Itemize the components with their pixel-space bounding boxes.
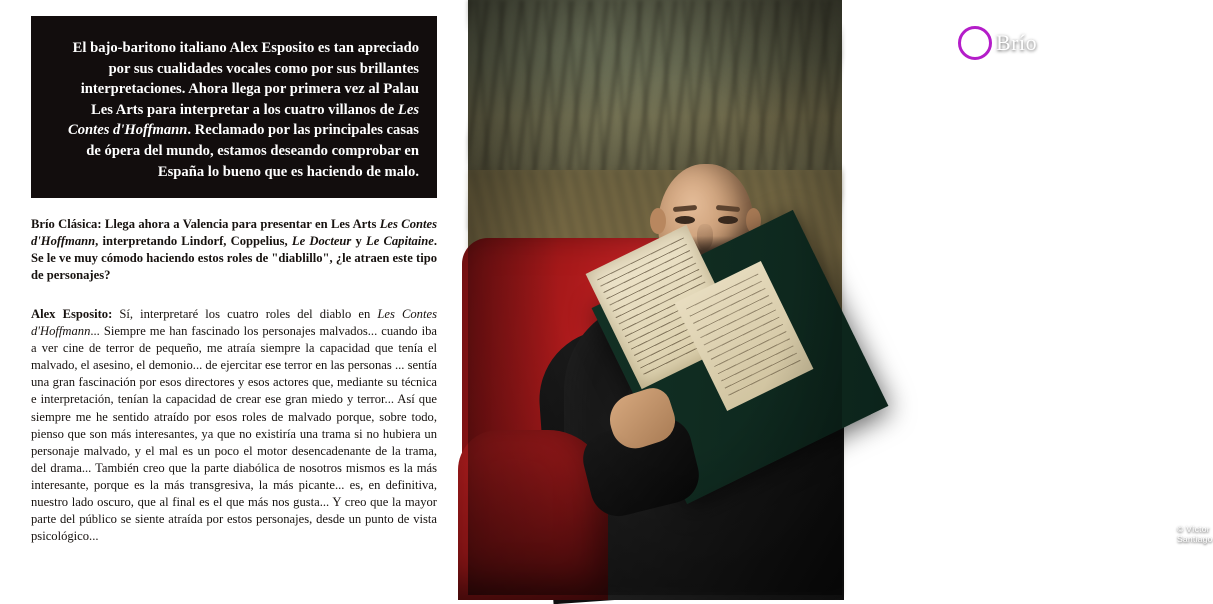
question-text: Llega ahora a Valencia para presentar en Les Arts Les Contes d'Hoffmann, interpretando Lindorf, Coppelius, Le Docteur y Le Capitaine. Se le ve muy cómodo haciendo estos roles de "diablillo", ¿le atraen este tipo de personajes?: [31, 217, 438, 283]
photo-credit: © Víctor Santiago: [1177, 524, 1213, 544]
answer-block: [31, 306, 437, 545]
photo-vignette: [468, 0, 842, 595]
brio-logo: [958, 26, 1037, 60]
portrait-photo: [468, 0, 1213, 595]
question-paragraph: [31, 216, 437, 284]
question-block: [31, 216, 437, 284]
answer-paragraph: [31, 306, 437, 545]
article-column: [0, 0, 468, 595]
question-speaker: Brío Clásica:: [31, 217, 102, 231]
brio-logo-word: Brío: [996, 30, 1038, 55]
intro-highlight-box: [31, 16, 437, 198]
circle-o-icon: [958, 26, 992, 60]
answer-speaker: Alex Esposito:: [31, 307, 113, 321]
answer-text: Sí, interpretaré los cuatro roles del diablo en Les Contes d'Hoffmann... Siempre me han fascinado los personajes malvados... cuando iba a ver cine de terror de pequeño, me atraía siempre la capacidad que tenía el malvado, el asesino, el demonio... de ejercitar ese terror en las personas ... sentía una gran fascinación por esos directores y esos actores que, mediante su técnica e interpretación, tenían la capacidad de crear ese gran miedo y terror... Así que siempre me he sentido atraído por esos roles de malvado porque, sobre todo, pienso que son más interesantes, ya que no existiría una trama si no hubiera un personaje malvado, y el mal es un poco el motor desencadenante de la trama, del drama... También creo que la parte diabólica de nosotros mismos es la más interesante, porque es la más transgresiva, la más picante... es, en definitiva, nuestro lado oscuro, que al final es el que más nos gusta... Y creo que la mayor parte del público se siente atraída por estos personajes, desde un punto de vista psicológico...: [31, 307, 437, 544]
intro-paragraph: El bajo-baritono italiano Alex Esposito es tan apreciado por sus cualidades vocales como por sus brillantes interpretaciones. Ahora llega por primera vez al Palau Les Arts para interpretar a los cuatro villanos de Les Contes d'Hoffmann. Reclamado por las principales casas de ópera del mundo, estamos deseando comprobar en España lo bueno que es haciendo de malo.: [68, 40, 419, 180]
